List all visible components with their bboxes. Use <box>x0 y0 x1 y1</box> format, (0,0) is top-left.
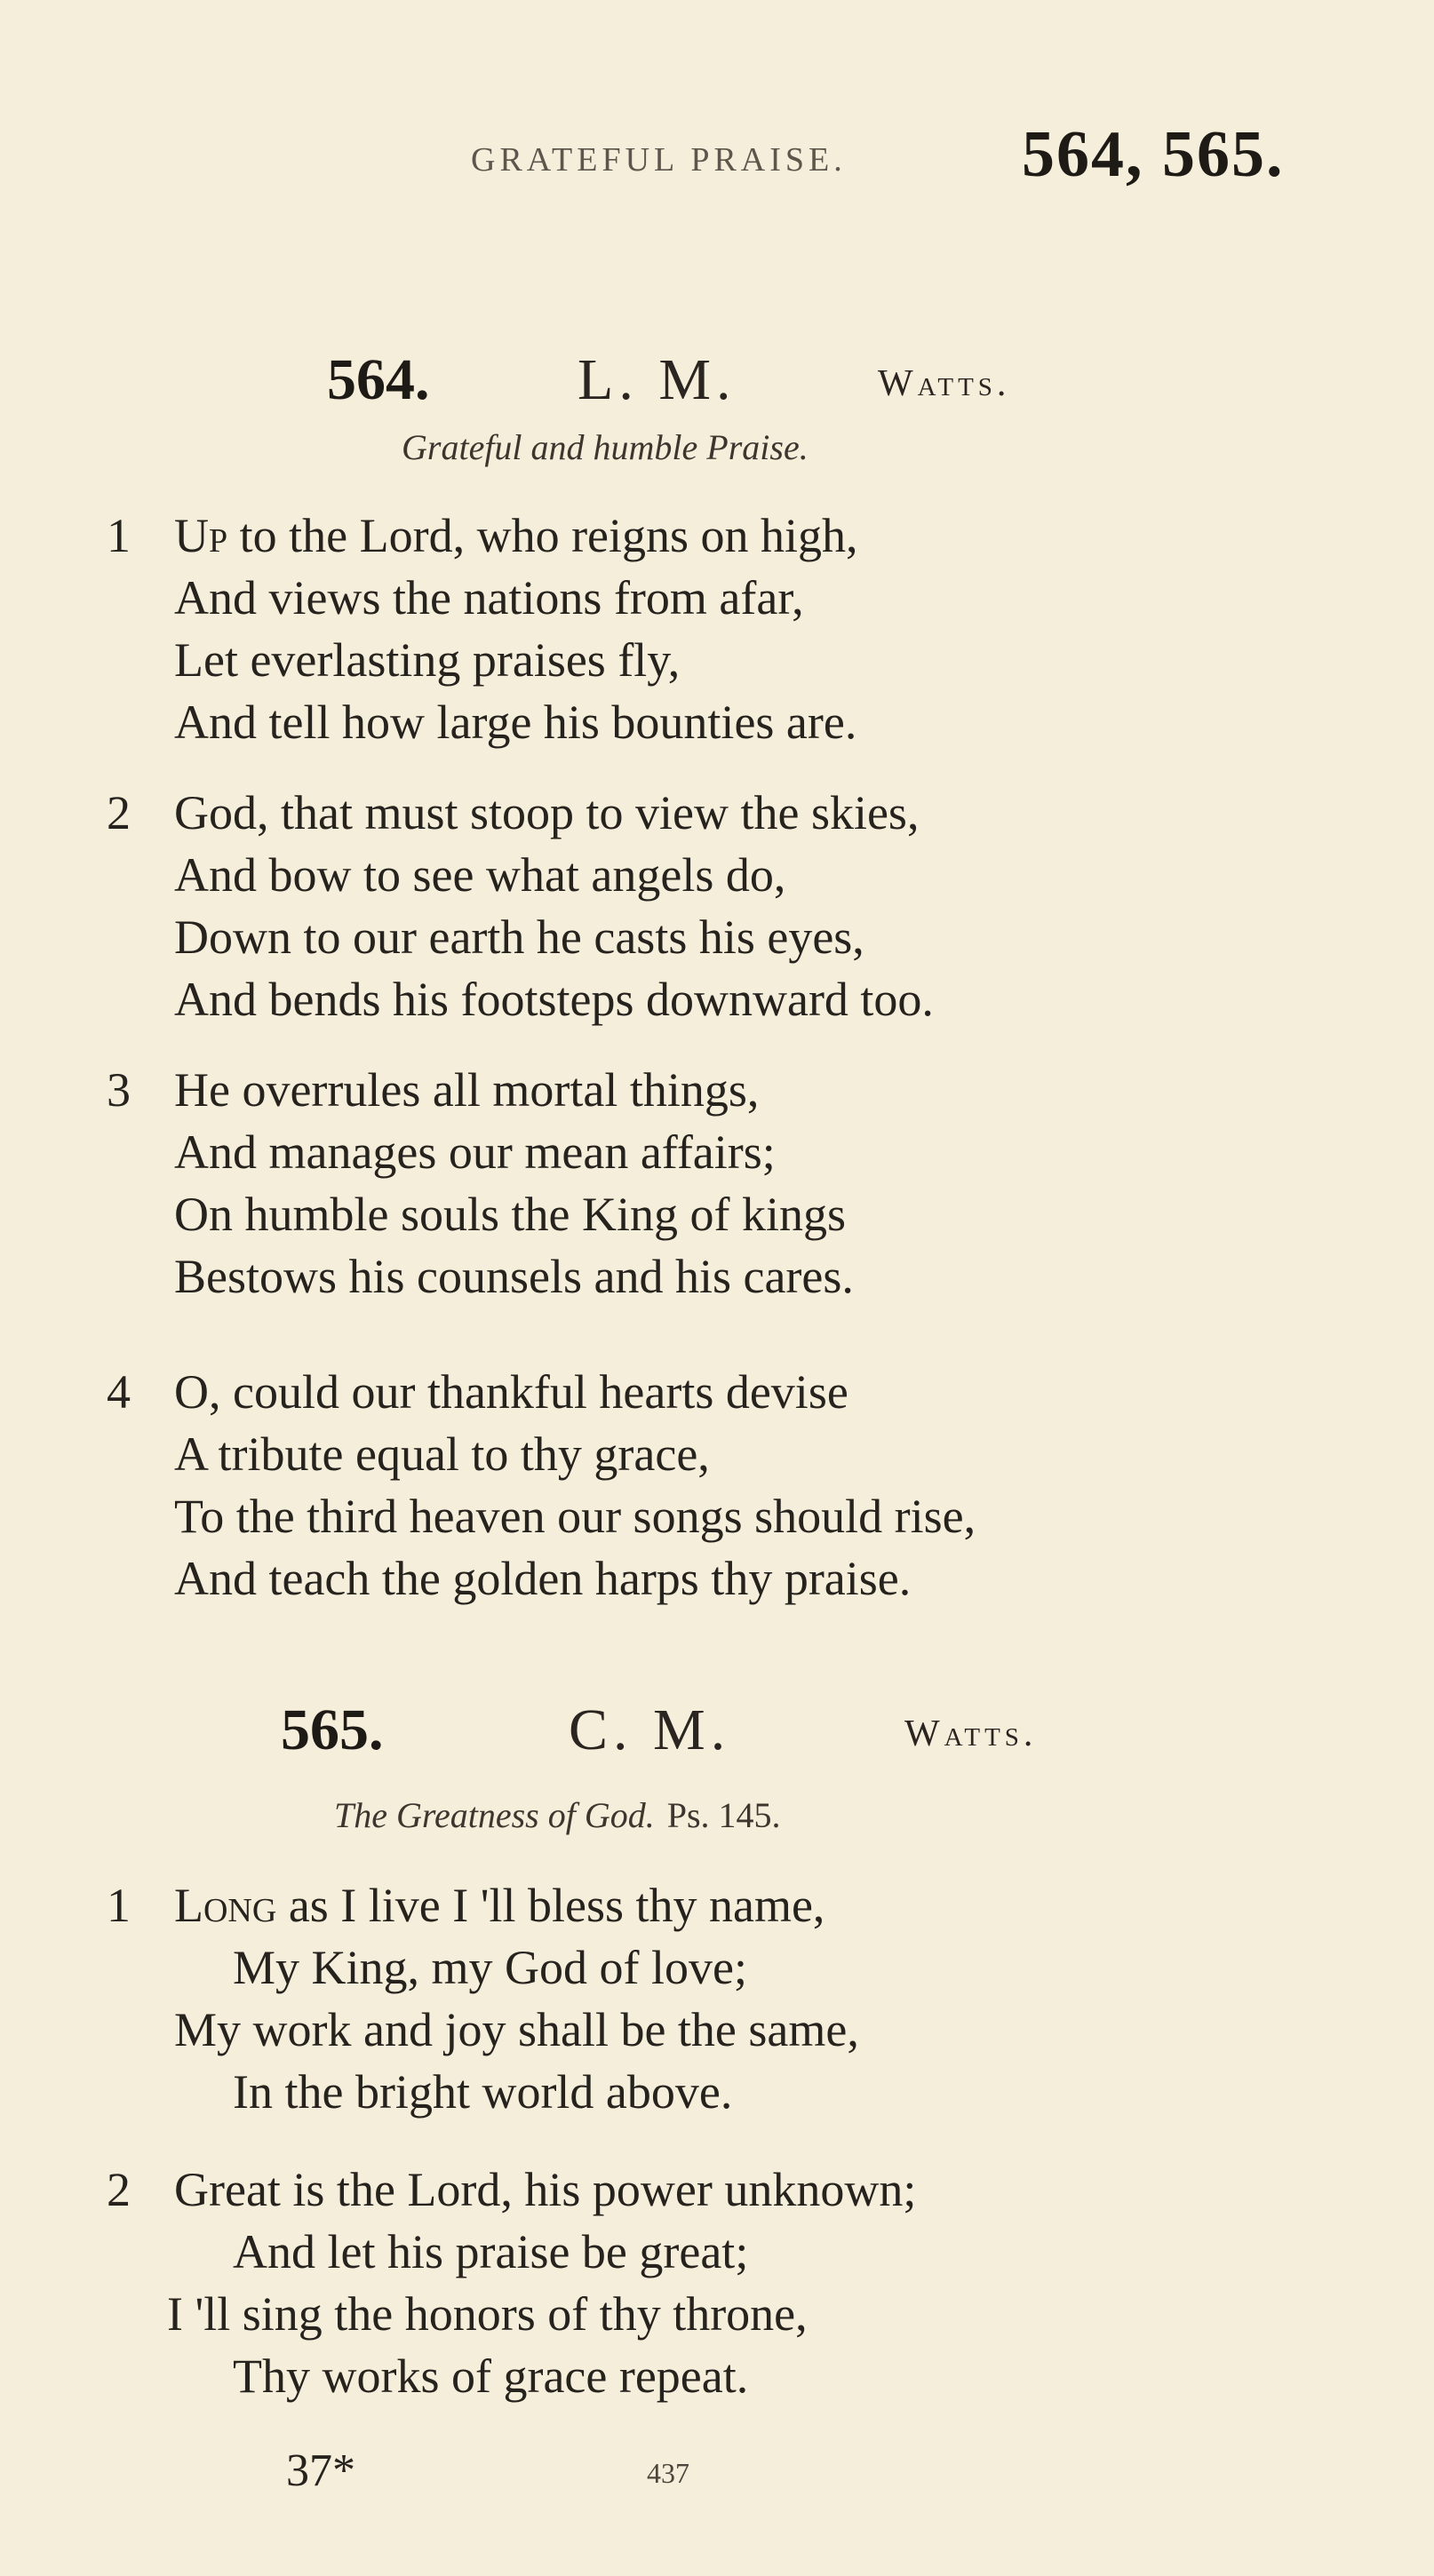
hymn-564-subtitle: Grateful and humble Praise. <box>402 427 809 467</box>
verse-line: Great is the Lord, his power unknown; <box>174 2163 917 2216</box>
stanza-number: 1 <box>107 1879 131 1932</box>
verse-line: I 'll sing the honors of thy throne, <box>167 2287 808 2341</box>
hymn-564-header <box>0 346 1434 417</box>
subtitle-text: The Greatness of God. <box>334 1795 655 1835</box>
verse-line: He overrules all mortal things, <box>174 1063 760 1117</box>
page-number: 437 <box>647 2457 689 2489</box>
running-head <box>471 118 1359 204</box>
verse-line: To the third heaven our songs should rise, <box>174 1490 976 1543</box>
signature-mark: 37* <box>286 2445 355 2496</box>
psalm-reference: Ps. 145. <box>666 1795 781 1835</box>
verse-line: Down to our earth he casts his eyes, <box>174 910 864 964</box>
stanza-number: 2 <box>107 2163 131 2216</box>
page-footer <box>0 2445 1434 2507</box>
verse-line: And manages our mean affairs; <box>174 1125 776 1179</box>
verse-line: And tell how large his bounties are. <box>174 696 857 749</box>
verse-line: And views the nations from afar, <box>174 571 804 624</box>
verse-line: And bends his footsteps downward too. <box>174 973 934 1026</box>
verse-lead-word: Long <box>174 1879 277 1932</box>
verse-line: And bow to see what angels do, <box>174 848 786 902</box>
verse-line-text: as I live I 'll bless thy name, <box>288 1879 825 1932</box>
stanza-number: 4 <box>107 1365 131 1419</box>
verse-line: Bestows his counsels and his cares. <box>174 1250 854 1303</box>
stanza-number: 2 <box>107 786 131 839</box>
hymn-author: Watts. <box>904 1713 1038 1754</box>
stanza-number: 3 <box>107 1063 131 1117</box>
verse-line <box>174 505 858 567</box>
hymn-565-header <box>0 1697 1434 1768</box>
verse-line: God, that must stoop to view the skies, <box>174 786 920 839</box>
verse-line: O, could our thankful hearts devise <box>174 1365 848 1419</box>
hymn-meter: C. M. <box>569 1697 731 1762</box>
verse-line-text: to the Lord, who reigns on high, <box>239 509 858 562</box>
hymn-number: 564. <box>327 347 430 412</box>
verse-line: Let everlasting praises fly, <box>174 633 681 687</box>
verse-line: A tribute equal to thy grace, <box>174 1427 710 1481</box>
hymn-author: Watts. <box>878 363 1011 404</box>
verse-line: And teach the golden harps thy praise. <box>174 1552 912 1605</box>
stanza-number: 1 <box>107 509 131 562</box>
verse-line <box>174 1874 825 1936</box>
verse-line: And let his praise be great; <box>233 2225 749 2278</box>
verse-line: In the bright world above. <box>233 2065 733 2119</box>
hymn-meter: L. M. <box>578 347 737 412</box>
running-head-hymn-numbers: 564, 565. <box>1022 118 1285 191</box>
verse-lead-word: Up <box>174 509 228 562</box>
verse-line: My work and joy shall be the same, <box>174 2003 859 2056</box>
hymn-number: 565. <box>281 1697 384 1762</box>
verse-line: Thy works of grace repeat. <box>233 2349 749 2403</box>
hymn-565-subtitle <box>334 1794 781 1836</box>
running-head-title: GRATEFUL PRAISE. <box>471 141 847 179</box>
verse-line: My King, my God of love; <box>233 1941 747 1994</box>
verse-line: On humble souls the King of kings <box>174 1188 846 1241</box>
